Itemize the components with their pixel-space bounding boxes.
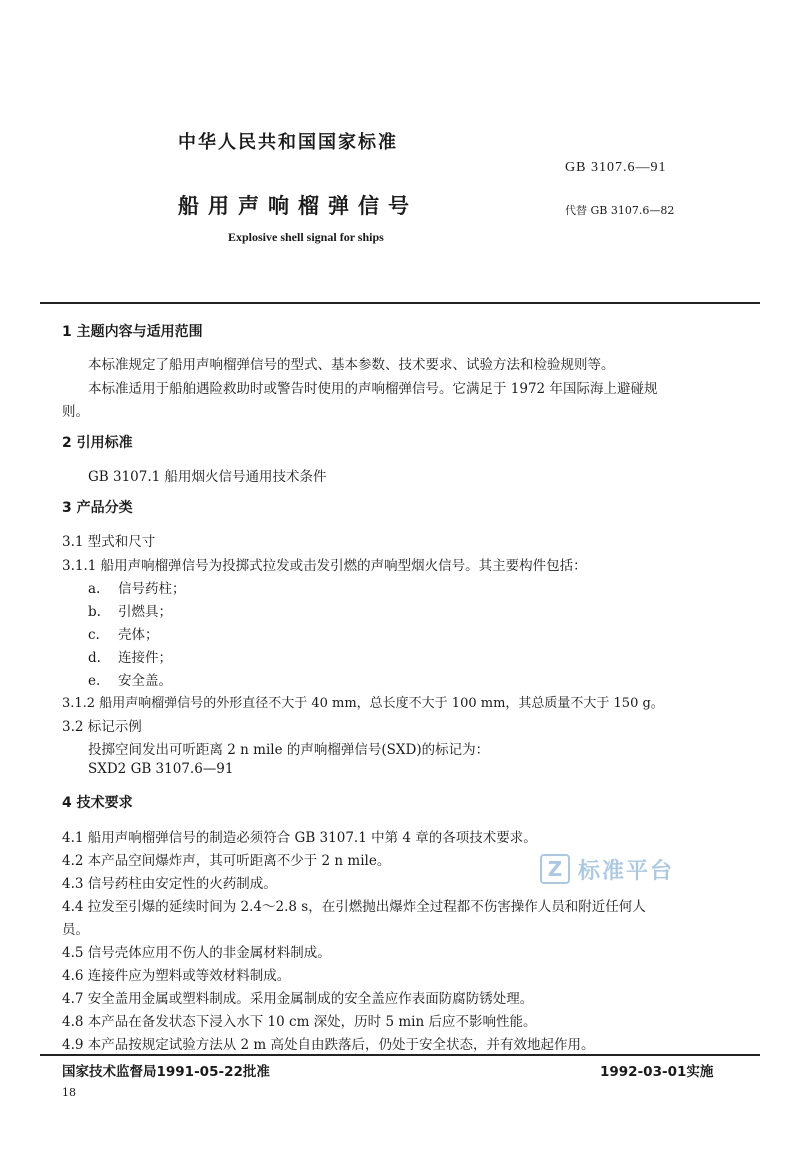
list-item (88, 600, 172, 620)
clause-4-6: 4.6 连接件应为塑料或等效材料制成。 (62, 968, 291, 984)
clause-4-9: 4.9 本产品按规定试验方法从 2 m 高处自由跌落后，仍处于安全状态，并有效地起作用。 (62, 1037, 595, 1053)
section-1-para-1: 本标准规定了船用声响榴弹信号的型式、基本参数、技术要求、试验方法和检验规则等。 (88, 357, 615, 373)
section-4-heading: 4 技术要求 (62, 795, 133, 811)
watermark-text: 标准平台 (578, 858, 675, 884)
clause-4-4: 4.4 拉发至引爆的延续时间为 2.4～2.8 s，在引燃抛出爆炸全过程都不伤害操作人员和附近任何人 (62, 899, 646, 915)
section-2-heading: 2 引用标准 (62, 435, 133, 451)
replaces-standard: 代替 GB 3107.6—82 (565, 204, 675, 217)
header-divider (40, 302, 760, 304)
document-title-english: Explosive shell signal for ships (228, 230, 384, 244)
list-item-marker: a. (88, 581, 101, 597)
standard-number: GB 3107.6—91 (565, 160, 667, 175)
clause-4-1: 4.1 船用声响榴弹信号的制造必须符合 GB 3107.1 中第 4 章的各项技术要求。 (62, 830, 537, 846)
national-standard-heading: 中华人民共和国国家标准 (178, 132, 398, 153)
section-3-heading: 3 产品分类 (62, 500, 133, 516)
document-title: 船用声响榴弹信号 (178, 194, 418, 218)
list-item-text: 连接件； (118, 650, 172, 666)
list-item-text: 安全盖。 (118, 673, 172, 689)
list-item (88, 669, 172, 689)
footer-divider (40, 1054, 760, 1056)
clause-3-2: 3.2 标记示例 (62, 719, 142, 735)
watermark (540, 852, 730, 886)
list-item-text: 引燃具； (118, 604, 172, 620)
clause-4-3: 4.3 信号药柱由安定性的火药制成。 (62, 876, 277, 892)
list-item (88, 623, 159, 643)
list-item-text: 壳体； (118, 627, 159, 643)
watermark-logo-icon: Z (540, 854, 570, 884)
clause-4-5: 4.5 信号壳体应用不伤人的非金属材料制成。 (62, 945, 331, 961)
list-item (88, 577, 186, 597)
clause-4-4-cont: 员。 (62, 922, 89, 938)
effective-date: 1992-03-01实施 (600, 1064, 714, 1080)
list-item-text: 信号药柱； (118, 581, 186, 597)
section-1-para-2: 本标准适用于船舶遇险救助时或警告时使用的声响榴弹信号。它满足于 1972 年国际海上避碰规 (88, 381, 658, 397)
clause-4-2: 4.2 本产品空间爆炸声，其可听距离不少于 2 n mile。 (62, 853, 391, 869)
list-item-marker: e. (88, 673, 101, 689)
clause-3-1-1: 3.1.1 船用声响榴弹信号为投掷式拉发或击发引燃的声响型烟火信号。其主要构件包括： (62, 558, 587, 574)
referenced-standard: GB 3107.1 船用烟火信号通用技术条件 (88, 469, 327, 485)
page-number: 18 (62, 1086, 76, 1099)
list-item (88, 646, 172, 666)
list-item-marker: c. (88, 627, 100, 643)
clause-4-7: 4.7 安全盖用金属或塑料制成。采用金属制成的安全盖应作表面防腐防锈处理。 (62, 991, 534, 1007)
clause-3-1: 3.1 型式和尺寸 (62, 534, 156, 550)
section-1-para-2-cont: 则。 (62, 404, 89, 420)
marking-example: SXD2 GB 3107.6—91 (88, 761, 234, 777)
section-1-heading: 1 主题内容与适用范围 (62, 324, 203, 340)
list-item-marker: d. (88, 650, 101, 666)
list-item-marker: b. (88, 604, 101, 620)
clause-4-8: 4.8 本产品在备发状态下浸入水下 10 cm 深处，历时 5 min 后应不影响性能。 (62, 1014, 537, 1030)
marking-example-intro: 投掷空间发出可听距离 2 n mile 的声响榴弹信号(SXD)的标记为： (88, 742, 490, 758)
approval-date: 国家技术监督局1991-05-22批准 (62, 1064, 270, 1080)
clause-3-1-2: 3.1.2 船用声响榴弹信号的外形直径不大于 40 mm，总长度不大于 100 mm，其总质量不大于 150 g。 (62, 696, 664, 711)
